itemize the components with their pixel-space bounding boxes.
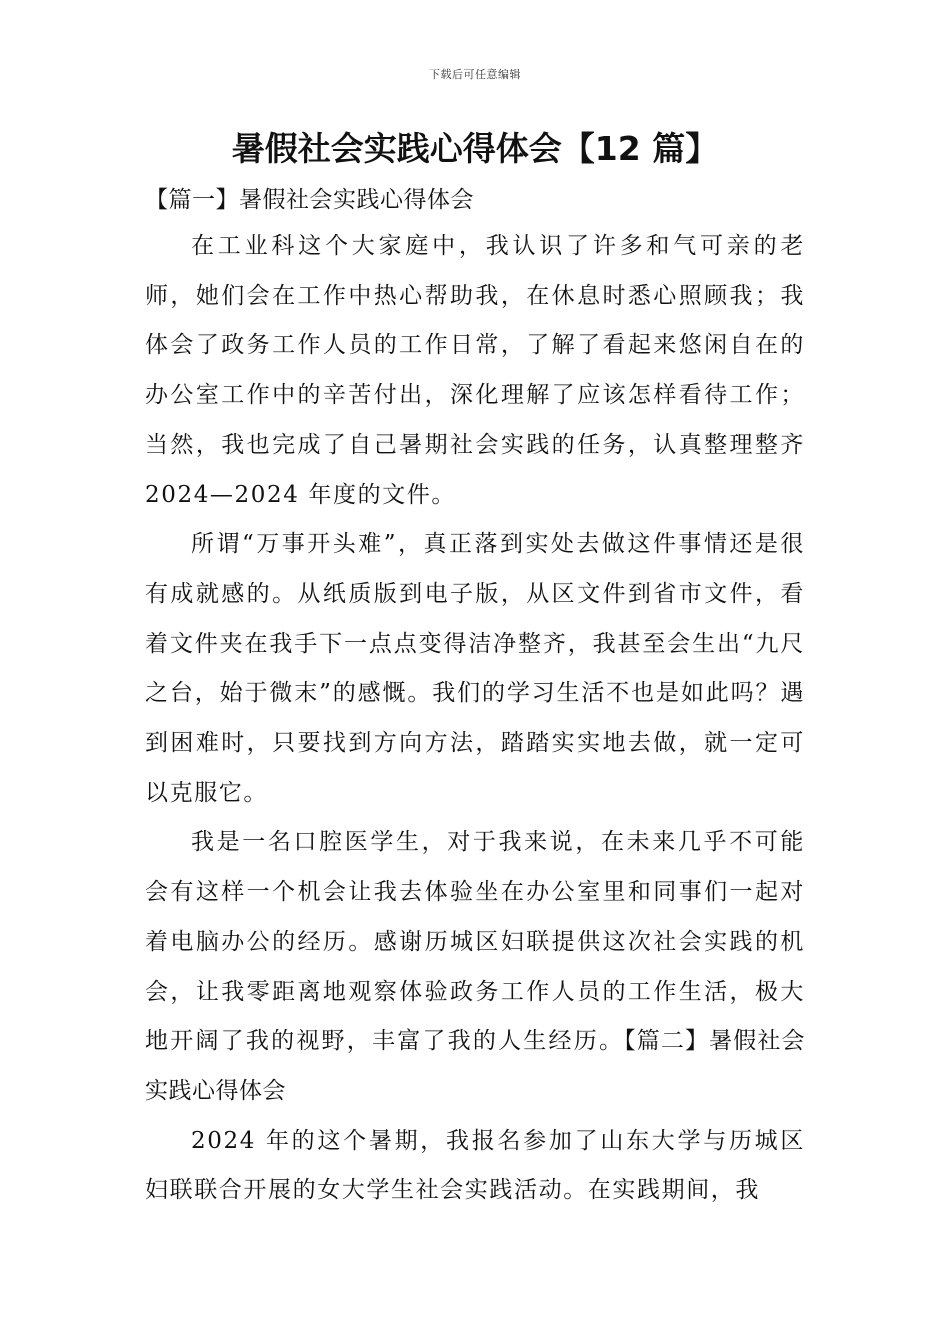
paragraph-4: 2024 年的这个暑期，我报名参加了山东大学与历城区妇联联合开展的女大学生社会实践活动。在实践期间，我 xyxy=(145,1127,805,1204)
document-body xyxy=(145,178,805,1216)
section-heading-2: 【篇二】暑假社会实践心得体会 xyxy=(145,1028,806,1104)
paragraph-3-text: 我是一名口腔医学生，对于我来说，在未来几乎不可能会有这样一个机会让我去体验坐在办公室里和同事们一起对着电脑办公的经历。感谢历城区妇联提供这次社会实践的机会，让我零距离地观察体验政务工作人员的工作生活，极大地开阔了我的视野，丰富了我的人生经历。 xyxy=(145,829,805,1055)
paragraph-2: 所谓“万事开头难”，真正落到实处去做这件事情还是很有成就感的。从纸质版到电子版，从区文件到省市文件，看着文件夹在我手下一点点变得洁净整齐，我甚至会生出“九尺之台，始于微末”的感慨。我们的学习生活不也是如此吗？遇到困难时，只要找到方向方法，踏踏实实地去做，就一定可以克服它。 xyxy=(145,531,805,806)
header-note: 下载后可任意编辑 xyxy=(429,68,521,81)
paragraph-1: 在工业科这个大家庭中，我认识了许多和气可亲的老师，她们会在工作中热心帮助我，在休息时悉心照顾我；我体会了政务工作人员的工作日常，了解了看起来悠闲自在的办公室工作中的辛苦付出，深化理解了应该怎样看待工作；当然，我也完成了自己暑期社会实践的任务，认真整理整齐 2024—2024 年度的文件。 xyxy=(145,233,805,508)
paragraph-3 xyxy=(145,818,805,1116)
document-title: 暑假社会实践心得体会【12 篇】 xyxy=(231,129,719,168)
section-heading-1: 【篇一】暑假社会实践心得体会 xyxy=(145,187,474,213)
